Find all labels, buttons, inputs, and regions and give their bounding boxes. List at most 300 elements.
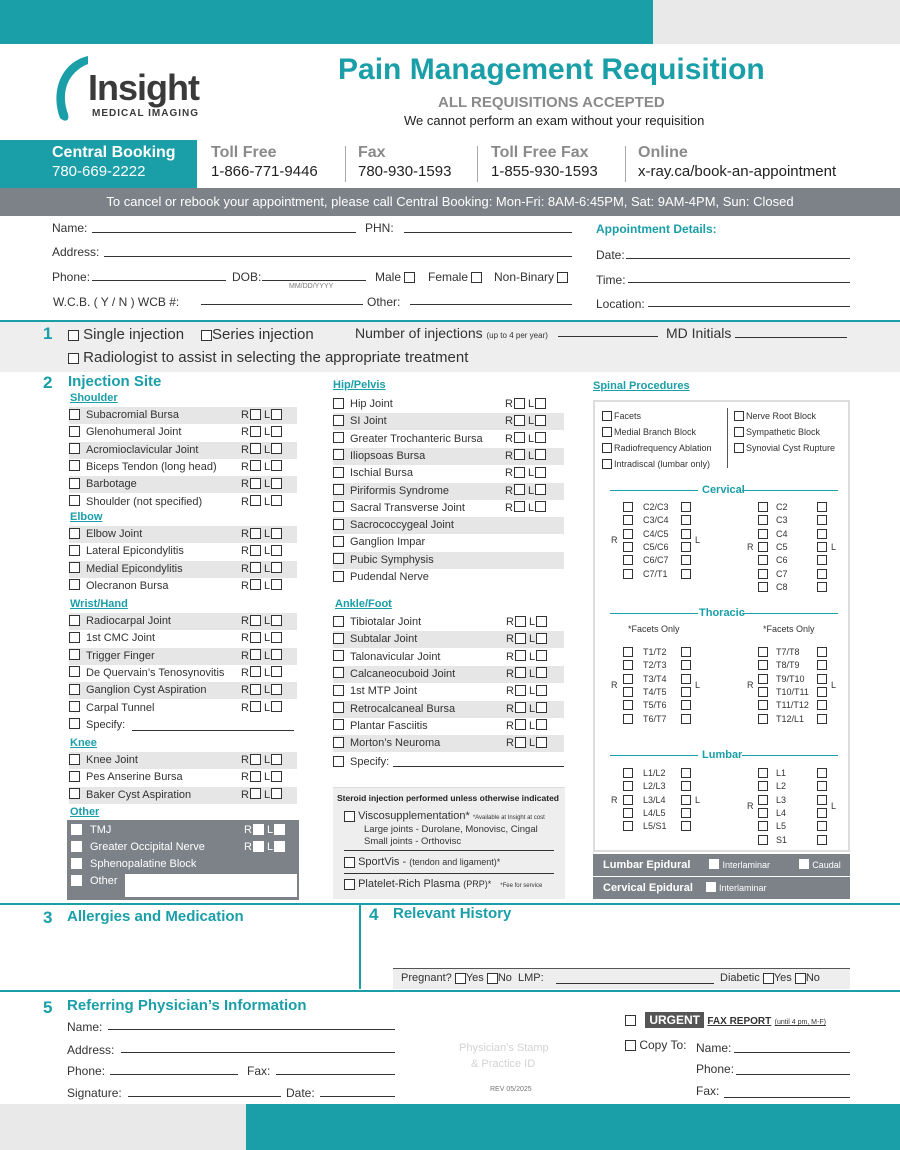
radiologist-label: Radiologist to assist in selecting the appropriate treatment: [83, 349, 469, 366]
left-checkbox[interactable]: [274, 824, 285, 835]
lumbar-s1-left-checkbox[interactable]: [817, 835, 827, 845]
left-label: L: [264, 426, 271, 439]
urgent-checkbox[interactable]: [625, 1015, 636, 1026]
site-acromioclavicular-joint-right-checkbox[interactable]: [250, 443, 261, 454]
site-talonavicular-joint-right-checkbox[interactable]: [515, 650, 526, 661]
thoracic-t9-t10-right-checkbox[interactable]: [758, 674, 768, 684]
site-checkbox[interactable]: [333, 398, 344, 409]
left-label: L: [695, 680, 701, 691]
series-injection-option[interactable]: [201, 326, 314, 343]
pregnant-no-checkbox[interactable]: [487, 973, 498, 984]
lumbar-interlaminar-checkbox[interactable]: [709, 859, 719, 869]
site-checkbox[interactable]: [333, 553, 344, 564]
lumbar-level-label: L3: [776, 794, 787, 805]
md-initials-field[interactable]: [735, 337, 847, 338]
site-checkbox[interactable]: [333, 616, 344, 627]
site-knee-joint-left-checkbox[interactable]: [271, 754, 282, 765]
lumbar-l3-right-checkbox[interactable]: [758, 795, 768, 805]
site-si-joint-left-checkbox[interactable]: [535, 415, 546, 426]
wrist-specify[interactable]: [69, 717, 297, 734]
site-checkbox[interactable]: [69, 701, 80, 712]
wcb-field[interactable]: [201, 304, 363, 305]
site-trigger-finger-left-checkbox[interactable]: [271, 649, 282, 660]
right-checkbox[interactable]: [253, 841, 264, 852]
cervical-c2-c3-right-checkbox[interactable]: [623, 502, 633, 512]
thoracic-t3-t4-right-checkbox[interactable]: [623, 674, 633, 684]
series-injection-checkbox[interactable]: [201, 330, 212, 341]
site-de-quervain-s-tenosynovitis-right-checkbox[interactable]: [250, 666, 261, 677]
lumbar-l1-left-checkbox[interactable]: [817, 768, 827, 778]
female-checkbox[interactable]: [471, 272, 482, 283]
site-tmj[interactable]: [71, 822, 111, 839]
site-retrocalcaneal-bursa-left-checkbox[interactable]: [536, 702, 547, 713]
site-shoulder-not-specified-right-checkbox[interactable]: [250, 495, 261, 506]
site-pes-anserine-bursa-left-checkbox[interactable]: [271, 771, 282, 782]
site-radiocarpal-joint-right-checkbox[interactable]: [250, 615, 261, 626]
site-checkbox[interactable]: [69, 443, 80, 454]
site-1st-cmc-joint-left-checkbox[interactable]: [271, 632, 282, 643]
cervical-c2-c3-left-checkbox[interactable]: [681, 502, 691, 512]
spinal-nerve-root-block[interactable]: [734, 410, 816, 423]
site-checkbox[interactable]: [69, 495, 80, 506]
site-iliopsoas-bursa-left-checkbox[interactable]: [535, 449, 546, 460]
lumbar-epidural-label: Lumbar Epidural: [603, 859, 691, 871]
lumbar-l5-s1-left-checkbox[interactable]: [681, 821, 691, 831]
cervical-c6-right-checkbox[interactable]: [758, 555, 768, 565]
lumbar-l3-l4-left-checkbox[interactable]: [681, 795, 691, 805]
site-calcaneocuboid-joint-left-checkbox[interactable]: [536, 667, 547, 678]
visco-checkbox[interactable]: [344, 811, 355, 822]
thoracic-t12-l1-left-checkbox[interactable]: [817, 714, 827, 724]
spinal-sympathetic-block[interactable]: [734, 426, 820, 439]
appt-date-label: Date:: [596, 248, 625, 262]
thoracic-t2-t3-left-checkbox[interactable]: [681, 660, 691, 670]
site-elbow-joint-right-checkbox[interactable]: [250, 528, 261, 539]
phys-address-field[interactable]: [121, 1052, 395, 1053]
thoracic-t7-t8-right-checkbox[interactable]: [758, 647, 768, 657]
phys-name-field[interactable]: [108, 1029, 395, 1030]
site-checkbox[interactable]: [69, 579, 80, 590]
site-label: Carpal Tunnel: [86, 701, 155, 714]
site-medial-epicondylitis-right-checkbox[interactable]: [250, 562, 261, 573]
right-label: R: [611, 680, 618, 691]
phys-date-field[interactable]: [320, 1096, 395, 1097]
right-label: R: [506, 633, 514, 646]
spinal-checkbox[interactable]: [734, 427, 744, 437]
site-checkbox[interactable]: [333, 415, 344, 426]
site-checkbox[interactable]: [69, 426, 80, 437]
online-url[interactable]: x-ray.ca/book-an-appointment: [638, 163, 837, 180]
cervical-c5-c6-right-checkbox[interactable]: [623, 542, 633, 552]
right-label: R: [241, 666, 249, 679]
site-piriformis-syndrome-right-checkbox[interactable]: [514, 484, 525, 495]
wrist-specify-field[interactable]: [132, 730, 294, 731]
site-biceps-tendon-long-head-right-checkbox[interactable]: [250, 460, 261, 471]
cervical-c4-left-checkbox[interactable]: [817, 529, 827, 539]
site-tibiotalar-joint-right-checkbox[interactable]: [515, 616, 526, 627]
site-pudendal-nerve[interactable]: [333, 569, 564, 586]
thoracic-t3-t4-left-checkbox[interactable]: [681, 674, 691, 684]
site-subacromial-bursa-right-checkbox[interactable]: [250, 409, 261, 420]
cervical-c5-right-checkbox[interactable]: [758, 542, 768, 552]
left-label: L: [528, 398, 535, 410]
spinal-checkbox[interactable]: [734, 443, 744, 453]
site-label: Other: [90, 875, 118, 887]
site-checkbox[interactable]: [69, 409, 80, 420]
address-field[interactable]: [104, 256, 572, 257]
num-injections-field[interactable]: [558, 336, 658, 337]
site-checkbox[interactable]: [69, 528, 80, 539]
site-checkbox[interactable]: [333, 501, 344, 512]
lmp-field[interactable]: [556, 983, 714, 984]
site-ischial-bursa-right-checkbox[interactable]: [514, 467, 525, 478]
spinal-checkbox[interactable]: [602, 443, 612, 453]
cervical-c2-right-checkbox[interactable]: [758, 502, 768, 512]
copy-fax-field[interactable]: [724, 1097, 850, 1098]
site-checkbox[interactable]: [69, 771, 80, 782]
site-checkbox[interactable]: [71, 841, 82, 852]
site-biceps-tendon-long-head-left-checkbox[interactable]: [271, 460, 282, 471]
visco-small: Small joints - Orthovisc: [364, 836, 462, 847]
ankle-specify-field[interactable]: [393, 766, 564, 767]
site-subacromial-bursa-left-checkbox[interactable]: [271, 409, 282, 420]
spinal-checkbox[interactable]: [734, 411, 744, 421]
site-checkbox[interactable]: [69, 615, 80, 626]
cervical-level-label: C6/C7: [643, 555, 669, 566]
lumbar-l1-right-checkbox[interactable]: [758, 768, 768, 778]
site-checkbox[interactable]: [333, 650, 344, 661]
right-label: R: [241, 562, 249, 575]
site-ganglion-impar[interactable]: [333, 534, 564, 551]
thoracic-t5-t6-left-checkbox[interactable]: [681, 700, 691, 710]
cervical-c4-c5-right-checkbox[interactable]: [623, 529, 633, 539]
site-glenohumeral-joint-left-checkbox[interactable]: [271, 426, 282, 437]
lumbar-s1-right-checkbox[interactable]: [758, 835, 768, 845]
thoracic-t4-t5-right-checkbox[interactable]: [623, 687, 633, 697]
site-checkbox[interactable]: [333, 536, 344, 547]
cervical-c8-left-checkbox[interactable]: [817, 582, 827, 592]
site-checkbox[interactable]: [69, 649, 80, 660]
left-checkbox[interactable]: [274, 841, 285, 852]
site-label: Barbotage: [86, 478, 137, 491]
female-option[interactable]: [428, 270, 482, 284]
site-sacrococcygeal-joint[interactable]: [333, 517, 564, 534]
site-checkbox[interactable]: [333, 467, 344, 478]
site-checkbox[interactable]: [69, 632, 80, 643]
spinal-checkbox[interactable]: [602, 411, 612, 421]
cervical-c6-c7-right-checkbox[interactable]: [623, 555, 633, 565]
spinal-intradiscal-lumbar-only[interactable]: [602, 458, 710, 471]
injection-site-title: Injection Site: [68, 373, 162, 390]
lumbar-l4-right-checkbox[interactable]: [758, 808, 768, 818]
site-ganglion-cyst-aspiration-side: [241, 684, 282, 696]
caudal-checkbox[interactable]: [799, 859, 809, 869]
site-barbotage-right-checkbox[interactable]: [250, 478, 261, 489]
site-plantar-fasciitis-left-checkbox[interactable]: [536, 719, 547, 730]
site-ganglion-cyst-aspiration-right-checkbox[interactable]: [250, 684, 261, 695]
site-morton-s-neuroma-right-checkbox[interactable]: [515, 737, 526, 748]
visco-option[interactable]: [344, 810, 545, 822]
right-checkbox[interactable]: [253, 824, 264, 835]
thoracic-t9-t10-left-checkbox[interactable]: [817, 674, 827, 684]
lumbar-l5-left-checkbox[interactable]: [817, 821, 827, 831]
thoracic-t2-t3-right-checkbox[interactable]: [623, 660, 633, 670]
site-checkbox[interactable]: [333, 702, 344, 713]
site-1st-cmc-joint-right-checkbox[interactable]: [250, 632, 261, 643]
signature-field[interactable]: [128, 1096, 281, 1097]
spinal-label: Nerve Root Block: [746, 411, 817, 421]
site-checkbox[interactable]: [69, 788, 80, 799]
cervical-c7-left-checkbox[interactable]: [817, 569, 827, 579]
spinal-facets[interactable]: [602, 410, 641, 423]
site-checkbox[interactable]: [333, 484, 344, 495]
cervical-c5-c6-left-checkbox[interactable]: [681, 542, 691, 552]
thoracic-t10-t11-right-checkbox[interactable]: [758, 687, 768, 697]
male-option[interactable]: [375, 270, 415, 284]
elbow-title-heading: Elbow: [70, 511, 103, 523]
site-de-quervain-s-tenosynovitis-left-checkbox[interactable]: [271, 666, 282, 677]
appt-date-field[interactable]: [626, 258, 850, 259]
site-glenohumeral-joint-right-checkbox[interactable]: [250, 426, 261, 437]
site-checkbox[interactable]: [333, 571, 344, 582]
site-shoulder-not-specified-left-checkbox[interactable]: [271, 495, 282, 506]
single-injection-option[interactable]: [68, 326, 184, 343]
lumbar-l3-l4-right-checkbox[interactable]: [623, 795, 633, 805]
site-greater-trochanteric-bursa-right-checkbox[interactable]: [514, 432, 525, 443]
site-label: 1st CMC Joint: [86, 632, 156, 645]
site-checkbox[interactable]: [333, 432, 344, 443]
lumbar-level-label: L3/L4: [643, 794, 666, 805]
cervical-c7-t1-right-checkbox[interactable]: [623, 569, 633, 579]
site-hip-joint-right-checkbox[interactable]: [514, 398, 525, 409]
radiologist-option[interactable]: [68, 349, 468, 366]
site-checkbox[interactable]: [333, 719, 344, 730]
site-morton-s-neuroma-left-checkbox[interactable]: [536, 737, 547, 748]
appt-location-field[interactable]: [648, 306, 850, 307]
site-piriformis-syndrome-left-checkbox[interactable]: [535, 484, 546, 495]
site-lateral-epicondylitis-left-checkbox[interactable]: [271, 545, 282, 556]
physician-title: Referring Physician’s Information: [67, 997, 307, 1014]
cervical-c4-c5-left-checkbox[interactable]: [681, 529, 691, 539]
site-other[interactable]: [71, 873, 118, 890]
site-ischial-bursa-left-checkbox[interactable]: [535, 467, 546, 478]
site-subtalar-joint-right-checkbox[interactable]: [515, 633, 526, 644]
single-injection-checkbox[interactable]: [68, 330, 79, 341]
site-calcaneocuboid-joint-right-checkbox[interactable]: [515, 667, 526, 678]
site-calcaneocuboid-joint-side: [506, 668, 547, 680]
prp-option[interactable]: [344, 878, 542, 890]
site-acromioclavicular-joint-left-checkbox[interactable]: [271, 443, 282, 454]
site-olecranon-bursa-right-checkbox[interactable]: [250, 579, 261, 590]
cervical-c7-right-checkbox[interactable]: [758, 569, 768, 579]
spinal-checkbox[interactable]: [602, 459, 612, 469]
male-checkbox[interactable]: [404, 272, 415, 283]
lumbar-l5-s1-right-checkbox[interactable]: [623, 821, 633, 831]
thoracic-t4-t5-left-checkbox[interactable]: [681, 687, 691, 697]
site-lateral-epicondylitis-right-checkbox[interactable]: [250, 545, 261, 556]
site-olecranon-bursa-left-checkbox[interactable]: [271, 579, 282, 590]
sportvis-option[interactable]: [344, 856, 500, 868]
site-checkbox[interactable]: [69, 478, 80, 489]
lumbar-l5-right-checkbox[interactable]: [758, 821, 768, 831]
fax-label: Fax: [358, 144, 386, 161]
site-greater-trochanteric-bursa-left-checkbox[interactable]: [535, 432, 546, 443]
diabetic-yes-checkbox[interactable]: [763, 973, 774, 984]
thoracic-t8-t9-right-checkbox[interactable]: [758, 660, 768, 670]
site-barbotage-left-checkbox[interactable]: [271, 478, 282, 489]
site-checkbox[interactable]: [333, 449, 344, 460]
site-retrocalcaneal-bursa-right-checkbox[interactable]: [515, 702, 526, 713]
lumbar-l2-left-checkbox[interactable]: [817, 781, 827, 791]
site-carpal-tunnel-left-checkbox[interactable]: [271, 701, 282, 712]
site-hip-joint-left-checkbox[interactable]: [535, 398, 546, 409]
cervical-c3-right-checkbox[interactable]: [758, 515, 768, 525]
cervical-title: Cervical: [702, 484, 745, 496]
thoracic-t6-t7-right-checkbox[interactable]: [623, 714, 633, 724]
spinal-synovial-cyst-rupture[interactable]: [734, 442, 835, 455]
lumbar-l2-l3-left-checkbox[interactable]: [681, 781, 691, 791]
name-field[interactable]: [92, 232, 356, 233]
radiologist-checkbox[interactable]: [68, 353, 79, 364]
appt-time-field[interactable]: [628, 282, 850, 283]
dob-field[interactable]: [262, 280, 366, 281]
site-checkbox[interactable]: [69, 684, 80, 695]
cervical-c7-t1-left-checkbox[interactable]: [681, 569, 691, 579]
site-checkbox[interactable]: [69, 666, 80, 677]
cervical-c2-left-checkbox[interactable]: [817, 502, 827, 512]
cervical-c3-c4-right-checkbox[interactable]: [623, 515, 633, 525]
thoracic-t5-t6-right-checkbox[interactable]: [623, 700, 633, 710]
cervical-c5-left-checkbox[interactable]: [817, 542, 827, 552]
right-label: R: [241, 771, 249, 784]
thoracic-t6-t7-left-checkbox[interactable]: [681, 714, 691, 724]
lumbar-l4-left-checkbox[interactable]: [817, 808, 827, 818]
site-ganglion-cyst-aspiration-left-checkbox[interactable]: [271, 684, 282, 695]
site-sphenopalatine-block[interactable]: [71, 856, 196, 873]
cervical-epidural-row: [593, 877, 850, 899]
lumbar-l1-l2-right-checkbox[interactable]: [623, 768, 633, 778]
site-checkbox[interactable]: [333, 685, 344, 696]
left-label: L: [831, 680, 837, 691]
lumbar-l1-l2-left-checkbox[interactable]: [681, 768, 691, 778]
cervical-interlaminar-checkbox[interactable]: [706, 882, 716, 892]
site-radiocarpal-joint-left-checkbox[interactable]: [271, 615, 282, 626]
copy-phone-field[interactable]: [736, 1074, 850, 1075]
thoracic-t1-t2-left-checkbox[interactable]: [681, 647, 691, 657]
site-checkbox[interactable]: [69, 562, 80, 573]
phn-field[interactable]: [404, 232, 572, 233]
site-trigger-finger-right-checkbox[interactable]: [250, 649, 261, 660]
ankle-specify-checkbox[interactable]: [333, 756, 344, 767]
right-label: R: [241, 684, 249, 697]
urgent-row: [625, 1013, 826, 1027]
copy-fax-label: Fax:: [696, 1084, 720, 1098]
site-talonavicular-joint-left-checkbox[interactable]: [536, 650, 547, 661]
lumbar-l2-right-checkbox[interactable]: [758, 781, 768, 791]
site-carpal-tunnel-right-checkbox[interactable]: [250, 701, 261, 712]
pregnant-yes-checkbox[interactable]: [455, 973, 466, 984]
site-checkbox[interactable]: [69, 460, 80, 471]
copy-to-checkbox[interactable]: [625, 1040, 636, 1051]
site-1st-mtp-joint-right-checkbox[interactable]: [515, 685, 526, 696]
site-checkbox[interactable]: [333, 737, 344, 748]
site-subtalar-joint-left-checkbox[interactable]: [536, 633, 547, 644]
site-1st-mtp-joint-left-checkbox[interactable]: [536, 685, 547, 696]
diabetic-no-checkbox[interactable]: [795, 973, 806, 984]
lumbar-l3-left-checkbox[interactable]: [817, 795, 827, 805]
site-knee-joint-right-checkbox[interactable]: [250, 754, 261, 765]
site-baker-cyst-aspiration-left-checkbox[interactable]: [271, 788, 282, 799]
other-field[interactable]: [410, 304, 572, 305]
site-checkbox[interactable]: [71, 824, 82, 835]
thoracic-t10-t11-left-checkbox[interactable]: [817, 687, 827, 697]
site-label: Ischial Bursa: [350, 467, 413, 480]
site-tibiotalar-joint-left-checkbox[interactable]: [536, 616, 547, 627]
site-pes-anserine-bursa-right-checkbox[interactable]: [250, 771, 261, 782]
spinal-medial-branch-block[interactable]: [602, 426, 696, 439]
site-pubic-symphysis[interactable]: [333, 552, 564, 569]
site-checkbox[interactable]: [69, 545, 80, 556]
spinal-checkbox[interactable]: [602, 427, 612, 437]
site-elbow-joint-left-checkbox[interactable]: [271, 528, 282, 539]
nonbinary-option[interactable]: [494, 270, 568, 284]
site-sacral-transverse-joint-left-checkbox[interactable]: [535, 501, 546, 512]
site-checkbox[interactable]: [333, 519, 344, 530]
thoracic-t12-l1-right-checkbox[interactable]: [758, 714, 768, 724]
phone-field[interactable]: [92, 280, 226, 281]
thoracic-t8-t9-left-checkbox[interactable]: [817, 660, 827, 670]
prp-checkbox[interactable]: [344, 879, 355, 890]
site-medial-epicondylitis-left-checkbox[interactable]: [271, 562, 282, 573]
left-label: L: [529, 616, 536, 628]
phys-fax-field[interactable]: [276, 1074, 395, 1075]
spinal-radiofrequency-ablation[interactable]: [602, 442, 712, 455]
cervical-c8-right-checkbox[interactable]: [758, 582, 768, 592]
site-sacral-transverse-joint-right-checkbox[interactable]: [514, 501, 525, 512]
site-checkbox[interactable]: [71, 858, 82, 869]
sportvis-checkbox[interactable]: [344, 857, 355, 868]
site-greater-occipital-nerve[interactable]: [71, 839, 205, 856]
copy-to-row: [625, 1038, 686, 1052]
thoracic-t11-t12-left-checkbox[interactable]: [817, 700, 827, 710]
cervical-c6-c7-left-checkbox[interactable]: [681, 555, 691, 565]
nonbinary-checkbox[interactable]: [557, 272, 568, 283]
wrist-specify-checkbox[interactable]: [69, 718, 80, 729]
thoracic-t7-t8-left-checkbox[interactable]: [817, 647, 827, 657]
cervical-c3-c4-left-checkbox[interactable]: [681, 515, 691, 525]
site-si-joint-right-checkbox[interactable]: [514, 415, 525, 426]
cervical-c4-right-checkbox[interactable]: [758, 529, 768, 539]
site-baker-cyst-aspiration-right-checkbox[interactable]: [250, 788, 261, 799]
cervical-c6-left-checkbox[interactable]: [817, 555, 827, 565]
site-checkbox[interactable]: [69, 754, 80, 765]
site-checkbox[interactable]: [71, 875, 82, 886]
other-specify-field[interactable]: [125, 874, 297, 897]
phys-phone-field[interactable]: [110, 1074, 238, 1075]
thoracic-t1-t2-right-checkbox[interactable]: [623, 647, 633, 657]
site-checkbox[interactable]: [333, 633, 344, 644]
lumbar-l4-l5-left-checkbox[interactable]: [681, 808, 691, 818]
site-checkbox[interactable]: [333, 667, 344, 678]
lumbar-l4-l5-right-checkbox[interactable]: [623, 808, 633, 818]
site-iliopsoas-bursa-right-checkbox[interactable]: [514, 449, 525, 460]
cervical-c3-left-checkbox[interactable]: [817, 515, 827, 525]
copy-name-field[interactable]: [734, 1052, 850, 1053]
lumbar-l2-l3-right-checkbox[interactable]: [623, 781, 633, 791]
site-plantar-fasciitis-right-checkbox[interactable]: [515, 719, 526, 730]
thoracic-t11-t12-right-checkbox[interactable]: [758, 700, 768, 710]
ankle-specify[interactable]: [333, 754, 564, 771]
